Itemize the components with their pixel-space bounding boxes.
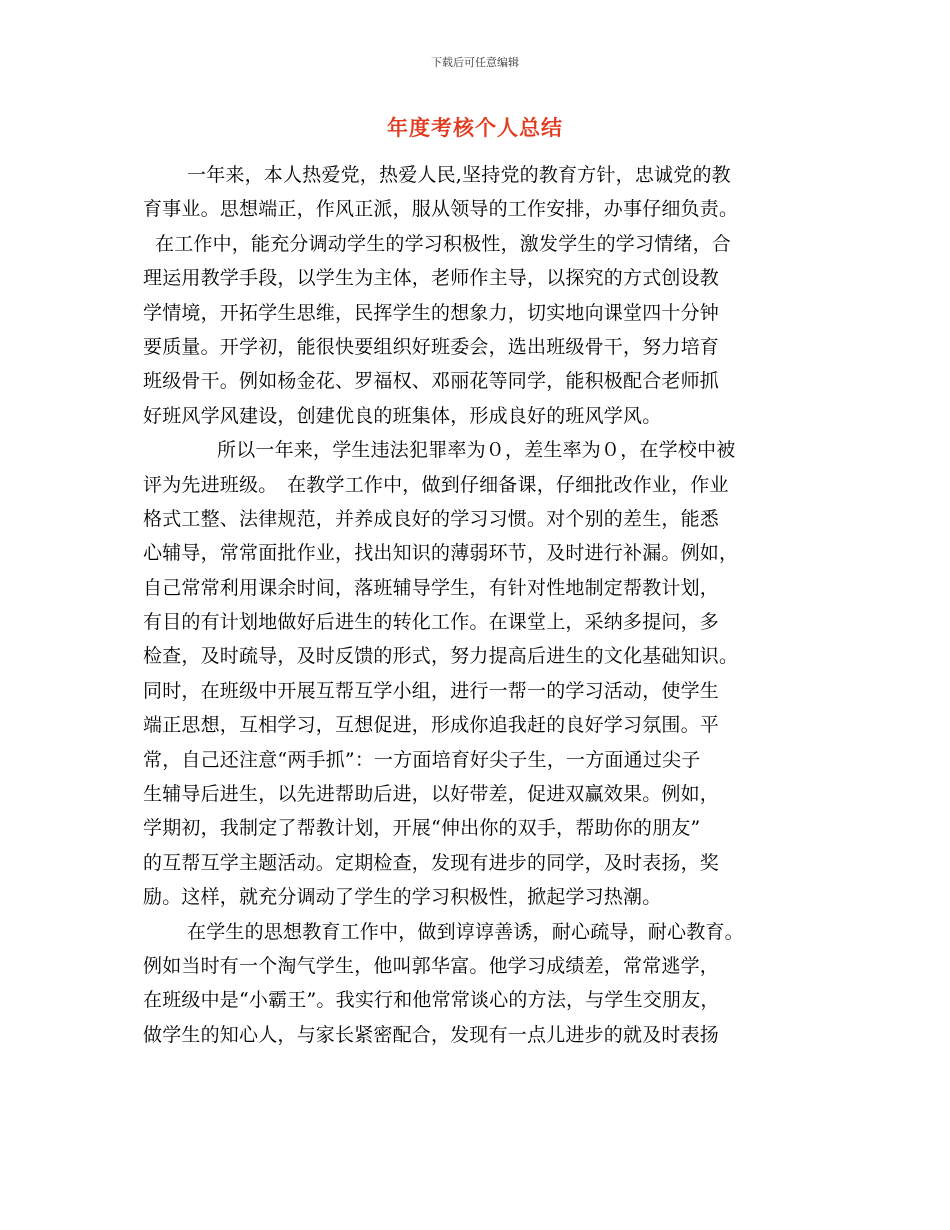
text-line: 好班风学风建设，创建优良的班集体，形成良好的班风学风。 — [143, 404, 662, 427]
text-line: 端正思想，互相学习，互想促进，形成你追我赶的良好学习氛围。平 — [143, 714, 720, 737]
text-line: 班级骨干。例如杨金花、罗福权、邓丽花等同学，能积极配合老师抓 — [143, 370, 720, 393]
text-line: 的互帮互学主题活动。定期检查，发现有进步的同学，及时表扬，奖 — [143, 851, 720, 874]
text-line: 有目的有计划地做好后进生的转化工作。在课堂上，采纳多提问，多 — [143, 611, 720, 634]
text-line: 励。这样，就充分调动了学生的学习积极性，掀起学习热潮。 — [143, 886, 662, 909]
text-line: 格式工整、法律规范，并养成良好的学习习惯。对个别的差生，能悉 — [143, 507, 720, 530]
text-line: 做学生的知心人，与家长紧密配合，发现有一点儿进步的就及时表扬 — [143, 1023, 720, 1046]
text-line: 自己常常利用课余时间，落班辅导学生，有针对性地制定帮教计划， — [143, 576, 720, 599]
text-line: 生辅导后进生，以先进帮助后进，以好带差，促进双赢效果。例如， — [143, 783, 720, 806]
text-line: 常，自己还注意“两手抓”：一方面培育好尖子生，一方面通过尖子 — [143, 748, 701, 771]
text-line: 所以一年来，学生违法犯罪率为０，差生率为０，在学校中被 — [217, 439, 736, 462]
text-line: 学期初，我制定了帮教计划，开展“伸出你的双手，帮助你的朋友” — [143, 817, 701, 840]
text-line: 同时，在班级中开展互帮互学小组，进行一帮一的学习活动，使学生 — [143, 679, 720, 702]
text-line: 在工作中，能充分调动学生的学习积极性，激发学生的学习情绪，合 — [155, 232, 732, 255]
text-line: 学情境，开拓学生思维，民挥学生的想象力，切实地向课堂四十分钟 — [143, 301, 720, 324]
document-body — [143, 158, 811, 1052]
text-line: 检查，及时疏导，及时反馈的形式，努力提高后进生的文化基础知识。 — [143, 645, 739, 668]
text-line: 理运用教学手段，以学生为主体，老师作主导，以探究的方式创设教 — [143, 267, 720, 290]
text-line: 在学生的思想教育工作中，做到谆谆善诱，耐心疏导，耐心教育。 — [187, 920, 744, 943]
header-note: 下载后可任意编辑 — [431, 56, 519, 69]
text-line: 心辅导，常常面批作业，找出知识的薄弱环节，及时进行补漏。例如， — [143, 542, 739, 565]
text-line: 育事业。思想端正，作风正派，服从领导的工作安排，办事仔细负责。 — [143, 198, 739, 221]
text-line: 一年来，本人热爱党，热爱人民,坚持党的教育方针，忠诚党的教 — [187, 164, 731, 186]
text-line: 例如当时有一个淘气学生，他叫郭华富。他学习成绩差，常常逃学， — [143, 954, 720, 977]
text-line: 要质量。开学初，能很快要组织好班委会，选出班级骨干，努力培育 — [143, 335, 720, 358]
text-line: 在班级中是“小霸王”。我实行和他常常谈心的方法，与学生交朋友， — [143, 989, 720, 1012]
document-title: 年度考核个人总结 — [387, 116, 563, 140]
text-line: 评为先进班级。 在教学工作中，做到仔细备课，仔细批改作业，作业 — [143, 473, 729, 496]
